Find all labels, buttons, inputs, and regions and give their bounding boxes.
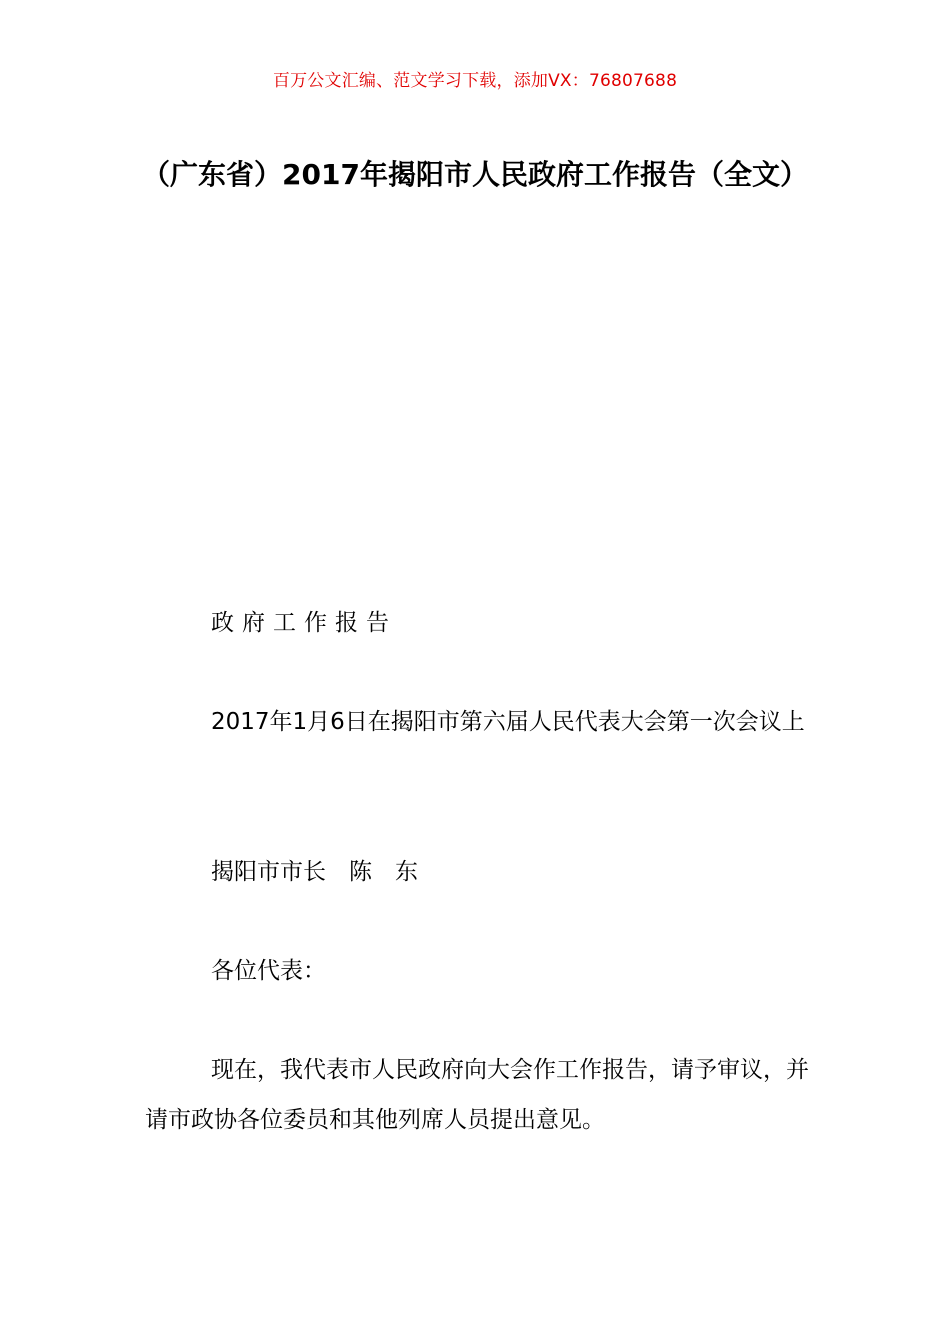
date-line: 2017年1月6日在揭阳市第六届人民代表大会第一次会议上: [211, 709, 805, 735]
report-heading: 政府工作报告: [211, 610, 397, 636]
document-title: （广东省）2017年揭阳市人民政府工作报告（全文）: [142, 158, 808, 191]
speaker-line: 揭阳市市长 陈 东: [211, 859, 418, 885]
opening-paragraph: 现在，我代表市人民政府向大会作工作报告，请予审议，并请市政协各位委员和其他列席人员提出意见。: [145, 1057, 809, 1133]
header-note: 百万公文汇编、范文学习下载，添加VX：76807688: [272, 71, 678, 91]
salutation: 各位代表：: [211, 958, 326, 984]
